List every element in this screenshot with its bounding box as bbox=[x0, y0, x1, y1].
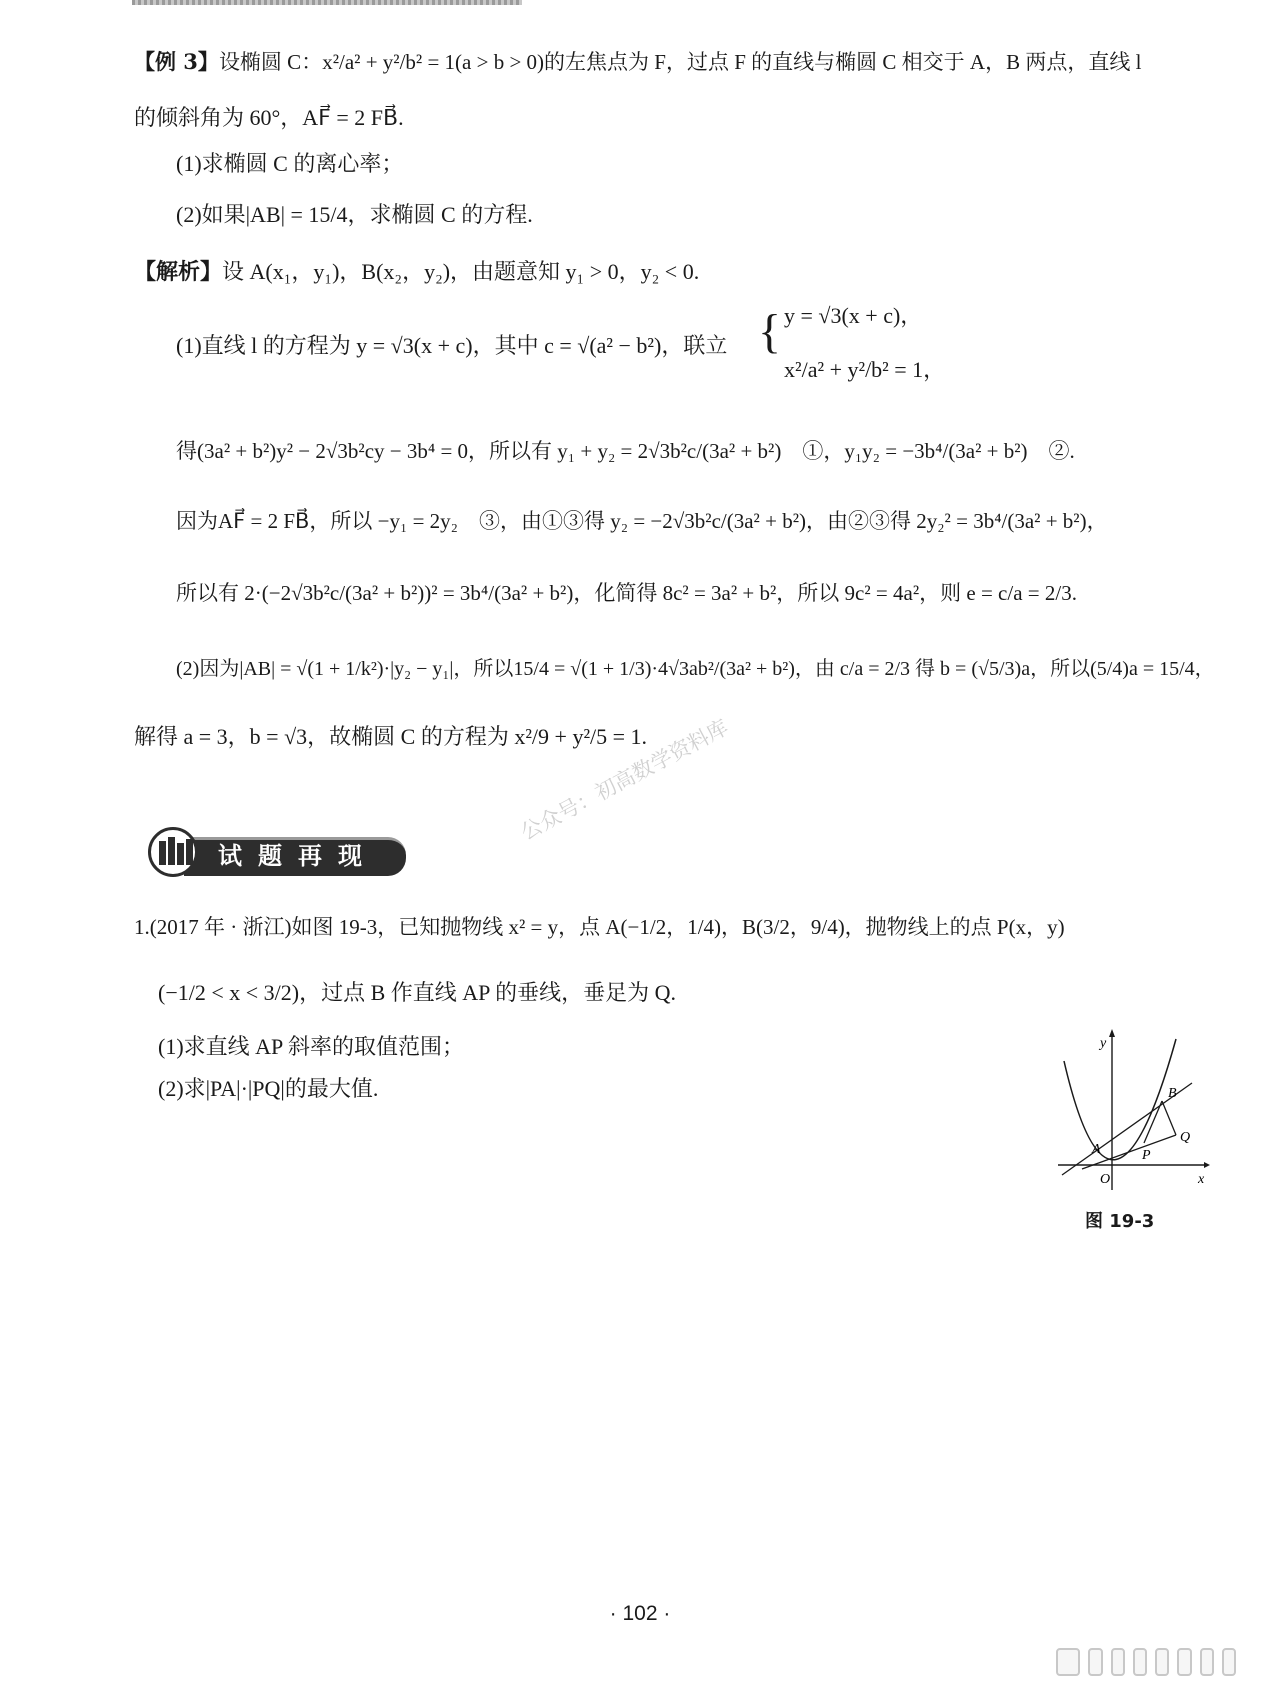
books-icon bbox=[148, 827, 198, 877]
solution-step-5: (2)因为|AB| = √(1 + 1/k²)·|y₂ − y₁|，所以15/4 = √(1 + 1/3)·4√3ab²/(3a² + b²)，由 c/a = 2/3 得 b = (√5/3)a，所以(5/4)a = 15/4， bbox=[176, 658, 1215, 680]
problem1-line1: 1.(2017 年 · 浙江)如图 19-3，已知抛物线 x² = y，点 A(−1/2，1/4)，B(3/2，9/4)，抛物线上的点 P(x，y) bbox=[134, 915, 1065, 939]
problem1-line2: (−1/2 < x < 3/2)，过点 B 作直线 AP 的垂线，垂足为 Q. bbox=[158, 980, 676, 1005]
solution-step-2: 得(3a² + b²)y² − 2√3b²cy − 3b⁴ = 0，所以有 y₁ + y₂ = 2√3b²c/(3a² + b²) ①，y₁y₂ = −3b⁴/(3a² + b²) ②. bbox=[176, 439, 1075, 463]
example-stem-line2: 的倾斜角为 60°，AF⃗ = 2 FB⃗. bbox=[134, 105, 404, 130]
scan-edge-mark bbox=[1056, 1650, 1236, 1676]
example-stem-line1 bbox=[134, 47, 1141, 77]
solution-intro: 设 A(x₁，y₁)，B(x₂，y₂)，由题意知 y₁ > 0，y₂ < 0. bbox=[222, 259, 700, 284]
solution-step-4: 所以有 2·(−2√3b²c/(3a² + b²))² = 3b⁴/(3a² + b²)，化简得 8c² = 3a² + b²，所以 9c² = 4a²，则 e = c/a = 2/3. bbox=[176, 581, 1077, 605]
section-banner bbox=[148, 827, 406, 877]
system-equation-1: y = √3(x + c)， bbox=[784, 303, 923, 328]
system-equation-2: x²/a² + y²/b² = 1， bbox=[784, 357, 946, 382]
y-axis-label: y bbox=[1100, 1036, 1107, 1051]
x-axis-arrow bbox=[1204, 1162, 1210, 1168]
example-stem-text: 设椭圆 C：x²/a² + y²/b² = 1(a > b > 0)的左焦点为 F，过点 F 的直线与椭圆 C 相交于 A，B 两点，直线 l bbox=[218, 50, 1142, 74]
page-number: · 102 · bbox=[609, 1602, 671, 1625]
y-axis-arrow bbox=[1109, 1029, 1115, 1037]
solution-intro-line bbox=[134, 257, 699, 288]
origin-label: O bbox=[1100, 1172, 1111, 1187]
line-bq bbox=[1162, 1101, 1176, 1135]
section-title: 试题再现 bbox=[218, 842, 378, 870]
solution-step-6: 解得 a = 3，b = √3，故椭圆 C 的方程为 x²/9 + y²/5 = 1. bbox=[134, 724, 648, 749]
x-axis-label: x bbox=[1198, 1172, 1205, 1187]
system-brace: { bbox=[758, 305, 782, 358]
example-question-1: (1)求椭圆 C 的离心率； bbox=[176, 151, 404, 176]
watermark-text: 公众号：初高数学资料库 bbox=[516, 715, 733, 845]
parabola-figure bbox=[1052, 1025, 1212, 1190]
problem1-question-1: (1)求直线 AP 斜率的取值范围； bbox=[158, 1034, 464, 1059]
solution-step-3: 因为AF⃗ = 2 FB⃗，所以 −y₁ = 2y₂ ③，由①③得 y₂ = −2√3b²c/(3a² + b²)，由②③得 2y₂² = 3b⁴/(3a² + b²)， bbox=[176, 509, 1108, 533]
header-decoration-strip bbox=[132, 0, 522, 5]
solution-label: 【解析】 bbox=[134, 259, 223, 285]
problem1-question-2: (2)求|PA|·|PQ|的最大值. bbox=[158, 1076, 379, 1101]
solution-step-1: (1)直线 l 的方程为 y = √3(x + c)，其中 c = √(a² − b²)，联立 bbox=[176, 333, 728, 358]
point-a-label: A bbox=[1092, 1142, 1101, 1157]
point-p-label: P bbox=[1142, 1148, 1151, 1163]
figure-caption: 图 19-3 bbox=[1085, 1211, 1155, 1232]
example-label: 【例 3】 bbox=[134, 49, 219, 74]
point-q-label: Q bbox=[1180, 1130, 1191, 1145]
example-question-2: (2)如果|AB| = 15/4，求椭圆 C 的方程. bbox=[176, 202, 533, 227]
point-b-label: B bbox=[1168, 1086, 1177, 1101]
